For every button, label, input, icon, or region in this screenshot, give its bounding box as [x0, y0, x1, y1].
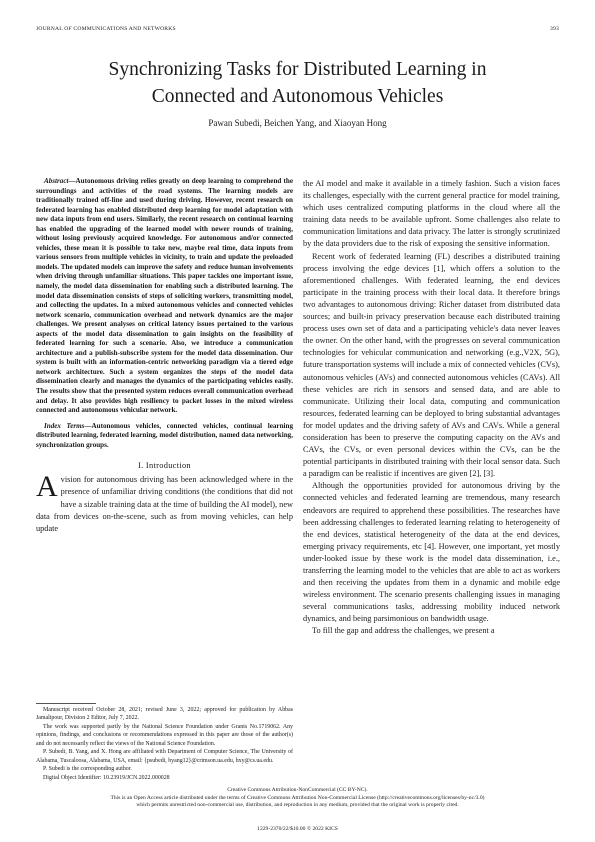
section-heading: I. Introduction	[138, 461, 191, 471]
footnote-affiliation: P. Subedi, B. Yang, and X. Hong are affiliated with Department of Computer Science, The University of Alabama, Tuscaloosa, Alabama, USA, email: {psubedi, byang12}@crimson.ua.edu, hxy@cs.ua.edu.	[36, 749, 293, 764]
footnote-rule	[36, 703, 96, 704]
license-line-1: This is an Open Access article distributed under the terms of Creative Commons Attribution Non-Commercial License (http://creativecommons.org/licenses/by-nc/3.0)	[110, 794, 485, 801]
abstract-label: Abstract	[44, 177, 69, 185]
title-line-1: Synchronizing Tasks for Distributed Learning in	[108, 59, 487, 80]
title-line-2: Connected and Autonomous Vehicles	[151, 86, 444, 107]
footnotes	[36, 706, 293, 782]
intro-paragraph-1	[36, 470, 293, 534]
intro-paragraph-2: Recent work of federated learning (FL) describes a distributed training process involving the edge devices [1], which offers a solution to the aforementioned challenges. With federated learning, the end devices participate in the training process with their local data. It therefore brings two advantages to autonomous driving: Richer dataset from distributed data sources; and built-in privacy preservation because each distributed training process uses own set of data and a participating vehicle's data never leaves the owner. On the other hand, with the progresses on several communication technologies for vehicular communication and networking (e.g.,V2X, 5G), future transportation systems will include a mix of connected vehicles (CVs), autonomous vehicles (AVs) and connected autonomous vehicles (CAVs). All these vehicles are rich in sensors and sensed data, and are able to communicate. Utilizing their local data, computing and communication resources, federated learning can be deployed to bring substantial advantages for model updates and the driving safety of AVs and CAVs. While a general consideration has been to preserve the computing capacity on the AVs and CAVs, the CVs, or even personal devices within the CVs, can be the potential participants in distributed training with their local sensor data. Such a paradigm can be realistic if incentives are given [2], [3].	[303, 251, 560, 479]
journal-name: JOURNAL OF COMMUNICATIONS AND NETWORKS	[36, 26, 176, 32]
running-header	[36, 26, 559, 36]
footnote-corresponding: P. Subedi is the corresponding author.	[43, 766, 132, 773]
license-footer	[36, 787, 559, 810]
footnote-manuscript: Manuscript received October 28, 2021; revised June 3, 2022; approved for publication by Abbas Jamalipour, Division 2 Editor, July 7, 2022.	[36, 707, 293, 722]
issn-footer: 1229-2370/22/$10.00 © 2022 KICS	[257, 826, 338, 832]
intro-paragraph-3: Although the opportunities provided for autonomous driving by the connected vehicles and federated learning are tremendous, many research endeavors are required to apprehend these possibilities. The researches have been addressing challenges to federated learning relating to heterogeneity of the end devices, statistical heterogeneity of the data at the end devices, emerging privacy requirements, etc [4]. However, one important, yet mostly under-looked issue by these work is the model data dissemination, i.e., transferring the learning model to the vehicles that are able to act as workers and then receiving the updates from them in a dynamic and mobile edge wireless environment. The scenario presents challenging issues in managing several communications tasks, addressing mobility induced network dynamics, and being parsimonious on bandwidth usage.	[303, 481, 560, 624]
intro-paragraph-4: To fill the gap and address the challenges, we present a	[312, 626, 495, 636]
license-line-2: which permits unrestricted non-commercial use, distribution, and reproduction in any medium, provided that the original work is properly cited.	[136, 802, 459, 809]
abstract-text: —Autonomous driving relies greatly on deep learning to comprehend the surroundings and activities of the road systems. The learning models are traditionally trained off-line and used during driving. However, recent research on federated learning has enabled distributed deep learning for model adaptation with new data inputs from end users. Similarly, the recent research on continual learning has enabled the upgrading of the learned model with newer rounds of training, without losing previously acquired knowledge. For autonomous and/or connected vehicles, these mean it is possible to take new, maybe real time, data inputs from various sensors from multiple vehicles in vicinity, to train and update the preloaded models. The updated models can improve the safety and reduce human involvements when driving through unfamiliar situations. This paper tackles one important issue, namely, the model data dissemination for enabling such a distributed learning. The model data dissemination consists of steps of soliciting workers, transmitting model, and collecting the updates. In a mixed autonomous vehicles and connected vehicles network scenario, communication overhead and network dynamics are the major challenges. We present analyses on critical latency issues pertained to the various aspects of the model data dissemination to gain insights on the feasibility of federated learning for such a scenario. Also, we introduce a communication architecture and a publish-subscribe system for the model data dissemination. Our system is built with an information-centric networking paradigm via a tiered edge network architecture. Such a system organizes the steps of the model data dissemination clearly and manages the dynamics of the participating vehicles easily. The results show that the presented system reduces overall communication overhead and delay. It also provides high resiliency to packet losses in the mixed wireless connected and autonomous vehicular network.	[36, 177, 293, 415]
right-column	[303, 178, 560, 638]
index-terms-label: Index Terms	[44, 421, 85, 430]
index-terms	[36, 422, 293, 451]
intro-paragraph-1-continued: the AI model and make it available in a timely fashion. Such a vision faces its challenges, especially with the current general practice for model training, which uses centralized computing platforms in the cloud where all the training data needs to be available upfront. Some challenges also relate to communication limitations and data privacy. The latter is strongly scrutinized by the data providers due to the risk of exposing the sensitive information.	[303, 179, 560, 249]
footnote-doi: Digital Object Identifier: 10.23919/JCN.2022.000028	[43, 774, 170, 781]
paper-title	[30, 56, 565, 110]
abstract	[36, 177, 293, 416]
drop-cap: A	[36, 470, 58, 504]
left-column	[36, 177, 293, 535]
license-title: Creative Commons Attribution-NonCommercial (CC BY-NC).	[227, 787, 368, 793]
index-terms-text: —Autonomous vehicles, connected vehicles, continual learning distributed learning, federated learning, model distribution, named data networking, synchronization groups.	[36, 421, 293, 449]
author-list: Pawan Subedi, Beichen Yang, and Xiaoyan Hong	[208, 118, 387, 128]
page-number: 393	[550, 26, 559, 32]
footnote-funding: The work was supported partly by the National Science Foundation under Grants No.1719062. Any opinions, findings, and conclusions or recommendations expressed in this paper are those of the author(s) and do not necessarily reflect the views of the National Science Foundation.	[36, 723, 293, 747]
intro-paragraph-1-text: vision for autonomous driving has been acknowledged where in the presence of unfamiliar driving conditions (the conditions that did not have a sizable training data at the time of building the AI model), new data from devices on-the-scene, such as from moving vehicles, can help update	[36, 475, 293, 533]
